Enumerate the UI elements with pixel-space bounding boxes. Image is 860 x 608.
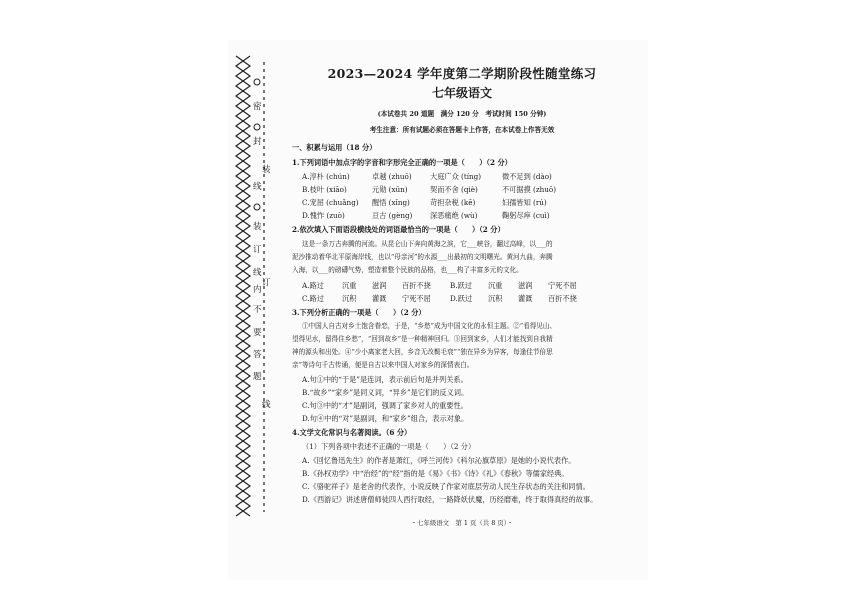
- section-heading: 一、积累与运用（18 分）: [292, 143, 377, 152]
- exam-title: 2023—2024 学年度第二学期阶段性随堂练习: [327, 66, 597, 81]
- q4-sub-stem: （1）下列各项中表述不正确的一项是（ ）（2 分）: [302, 442, 476, 451]
- q1-option-a-2: 卓越 (zhuō): [372, 172, 412, 181]
- binding-label-1: 密: [253, 102, 262, 112]
- q3-option-d: D.句④中的“对”是副词，和“家乡”组合，表示对象。: [302, 414, 469, 423]
- exam-subtitle: 七年级语文: [431, 86, 492, 100]
- q2-option-c-label: C.路过: [302, 294, 324, 303]
- q2-option-b-w2: 沉重: [488, 281, 503, 290]
- q2-option-d-w4: 百折不挠: [548, 294, 577, 303]
- q3-passage-line-4: 亲”等诗句千古传诵，便是自古以来中国人对家乡的深情表白。: [292, 361, 474, 369]
- q2-stem: 2.依次填入下面语段横线处的词语最恰当的一项是（ ）（2 分）: [292, 225, 505, 234]
- q1-option-b-4: 不可据摸 (zhuō): [502, 185, 557, 194]
- q1-option-c-1: C.宠屈 (chuǎng): [302, 198, 359, 207]
- q3-option-b: B.“故乡”“家乡”是同义词，“异乡”是它们的反义词。: [302, 388, 469, 397]
- q1-option-c-3: 苛担杂税 (kē): [430, 198, 476, 207]
- q3-option-a: A.句①中的“于是”是连词，表示前后句是并列关系。: [302, 375, 468, 384]
- q3-stem: 3.下列分析正确的一项是（ ）（2 分）: [292, 308, 426, 317]
- q1-option-b-1: B.枝叶 (xiāo): [302, 185, 347, 194]
- q2-passage-line-1: 这是一条万古奔腾的河流。从昆仑山下奔向黄海之滨，它___峡谷，翻过高峰，以___的: [302, 240, 553, 248]
- page-footer: ・七年级语文 第 1 页（共 8 页）・: [410, 519, 514, 527]
- q1-option-d-1: D.愧怍 (zuò): [302, 211, 345, 220]
- binding-label-2: 封: [253, 137, 262, 147]
- q2-option-a-label: A.路过: [302, 281, 324, 290]
- q3-passage-line-2: 望得见水，留得住乡愁”，“回到故乡”是一种精神回归。③回到家乡，人们才能找到自我精: [292, 335, 553, 343]
- binding-label-11: 线: [253, 268, 262, 278]
- binding-label-3: 装: [262, 165, 271, 175]
- q1-option-d-3: 深恶痛绝 (wù): [430, 211, 478, 220]
- binding-label-7: 要: [253, 328, 262, 338]
- q1-option-c-2: 醒悟 (xǐng): [372, 198, 410, 207]
- q4-stem: 4.文学文化常识与名著阅读。（6 分）: [292, 428, 412, 437]
- q3-passage-line-1: ①中国人自古对乡土饱含眷恋，于是，“乡愁”成为中国文化的永恒主题。②“看得见山、: [302, 322, 557, 330]
- q1-option-a-4: 微不足到 (dào): [502, 172, 552, 181]
- exam-info: (本试卷共 20 道题 满分 120 分 考试时间 150 分钟): [377, 110, 547, 118]
- q2-option-c-w3: 灌溉: [372, 294, 387, 303]
- q4-option-a: A.《回忆鲁迅先生》的作者是萧红，《呼兰河传》《科尔沁旗草原》是她的小说代表作。: [302, 456, 576, 465]
- q3-passage-line-3: 神的源头和出处。④“少小离家老大回，乡音无改鬓毛衰”“独在异乡为异客，每逢佳节倍思: [292, 348, 553, 356]
- q2-option-c-w2: 沉积: [342, 294, 357, 303]
- q4-option-c: C.《骆驼祥子》是老舍的代表作，小说反映了作家对底层劳动人民生存状态的关注和同情。: [302, 482, 590, 491]
- binding-label-9: 题: [253, 372, 262, 382]
- exam-notice: 考生注意：所有试题必须在答题卡上作答，在本试卷上作答无效: [369, 126, 555, 134]
- q1-option-d-4: 鞠躬尽瘁 (cuì): [502, 211, 550, 220]
- q3-option-c: C.句③中的“才”是副词，强调了家乡对人的重要性。: [302, 401, 468, 410]
- q2-option-d-label: D.跃过: [450, 294, 473, 303]
- q1-option-d-2: 亘古 (gèng): [372, 211, 413, 220]
- binding-label-13: 订: [262, 278, 271, 288]
- q2-option-c-w4: 宁死不屈: [402, 294, 431, 303]
- q2-option-a-w3: 滋润: [372, 281, 387, 290]
- q1-option-c-4: 妇孺皆知 (rú): [502, 198, 547, 207]
- binding-label-4: 线: [253, 182, 262, 192]
- q1-stem: 1.下列词语中加点字的字音和字形完全正确的一项是（ ）（2 分）: [292, 158, 512, 167]
- q2-option-a-w4: 百折不挠: [402, 281, 431, 290]
- q2-option-d-w2: 沉积: [488, 294, 503, 303]
- q1-option-b-2: 元勋 (xūn): [372, 185, 408, 194]
- q2-option-b-w4: 宁死不屈: [548, 281, 577, 290]
- q2-passage-line-3: 入海，以___的磅礴气势，塑造着整个民族的品格，也___构了丰富多元的文化。: [292, 266, 523, 274]
- binding-label-14: 线: [262, 400, 271, 410]
- binding-label-6: 不: [253, 305, 262, 315]
- q2-option-d-w3: 灌溉: [518, 294, 533, 303]
- q4-option-d: D.《西游记》讲述唐僧师徒四人西行取经，一路降妖伏魔，历经磨难，终于取得真经的故事。: [302, 495, 598, 504]
- q1-option-a-1: A.淳朴 (chún): [302, 172, 350, 181]
- binding-label-5: 内: [253, 285, 262, 295]
- q1-option-a-3: 大庭广众 (tíng): [430, 172, 482, 181]
- q2-option-b-label: B.跃过: [450, 281, 472, 290]
- q2-passage-line-2: 泥沙推动着华北平原海岸线，也以“母亲河”的水源___出最初的文明曙光。黄河九曲，奔腾: [292, 253, 553, 261]
- q2-option-b-w3: 滋润: [518, 281, 533, 290]
- binding-label-12: 装: [253, 222, 262, 232]
- q2-option-a-w2: 沉重: [342, 281, 357, 290]
- q1-option-b-3: 契而不舍 (qiè): [430, 185, 478, 194]
- q4-option-b: B.《孙权劝学》中“治经”的“经”指的是《易》《书》《诗》《礼》《春秋》等儒家经典。: [302, 469, 569, 478]
- binding-label-8: 答: [253, 350, 262, 360]
- binding-label-10: 订: [253, 245, 262, 255]
